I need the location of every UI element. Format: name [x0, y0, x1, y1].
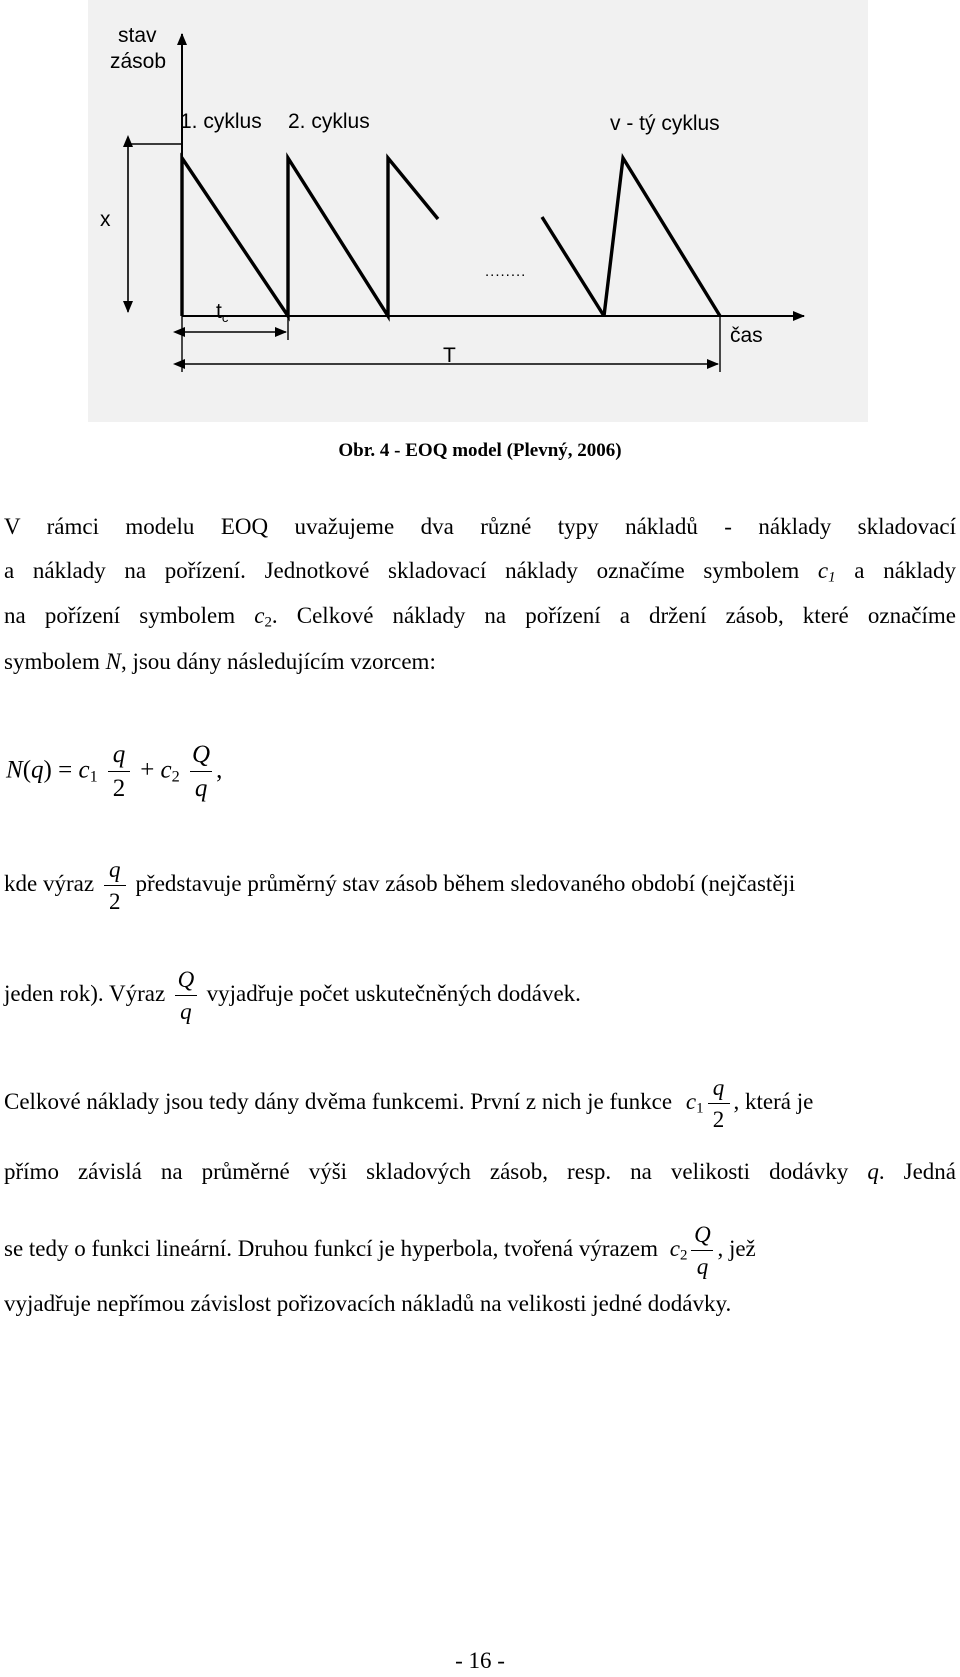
p3-c1-symbol: c: [685, 1088, 697, 1114]
eoq-sawtooth-diagram: [88, 0, 868, 422]
p1-l2-text-a: a náklady na pořízení. Jednotkové skladovací náklady označíme symbolem: [4, 558, 818, 583]
fraction-denominator: 2: [112, 775, 126, 803]
p3-c2-symbol: c: [669, 1235, 680, 1261]
fraction-numerator: q: [712, 1075, 725, 1100]
formula-eq: =: [58, 756, 73, 784]
paragraph3-line1: [4, 1076, 813, 1131]
p1-l4-text-b: , jsou dány následujícím vzorcem:: [120, 649, 436, 674]
paragraph2-line1: [4, 858, 795, 913]
c1-symbol: c: [817, 558, 829, 583]
formula-fraction-q-over-2: [108, 742, 130, 801]
formula-arg: q: [31, 756, 44, 784]
p3-l1-text-a: Celkové náklady jsou tedy dány dvěma funkcemi. První z nich je funkce: [4, 1088, 673, 1114]
paragraph1-line2: [4, 559, 956, 586]
p3-c1-subscript: 1: [696, 1100, 704, 1117]
fraction-numerator: Q: [694, 1222, 711, 1247]
paragraph3-line4: vyjadřuje nepřímou závislost pořizovacích nákladů na velikosti jedné dodávky.: [4, 1291, 732, 1316]
fraction-denominator: q: [696, 1254, 709, 1280]
formula-lhs: N: [6, 756, 23, 784]
y-axis-label-line1: stav: [118, 24, 157, 47]
sawtooth-partial-segment: [542, 217, 604, 316]
fraction-denominator: 2: [712, 1107, 725, 1133]
cost-formula: [6, 742, 222, 801]
inline-fraction-q-over-2: [708, 1076, 730, 1131]
formula-c2-sub: 2: [171, 767, 180, 786]
p1-l2-text-b: a náklady: [835, 558, 957, 583]
period-label: T: [443, 344, 456, 367]
fraction-denominator: 2: [109, 889, 121, 915]
level-label: x: [100, 208, 111, 231]
inline-fraction-Q-over-q: [691, 1223, 713, 1278]
p1-l4-text-a: symbolem: [4, 649, 106, 674]
formula-c1: c: [78, 756, 90, 784]
cycle-v-label: v - tý cyklus: [610, 112, 720, 135]
c2-symbol: c: [254, 603, 265, 628]
p1-l3-text-b: . Celkové náklady na pořízení a držení zásob, které označíme: [271, 603, 956, 628]
p3-l2-text-b: . Jedná: [878, 1159, 956, 1184]
n-symbol: N: [105, 649, 121, 674]
cycle2-label: 2. cyklus: [288, 110, 370, 133]
eoq-figure: [88, 0, 868, 422]
p2-l1-text-b: představuje průměrný stav zásob během sledovaného období (nejčastěji: [135, 870, 796, 896]
c2-subscript: 2: [264, 614, 272, 631]
paragraph2-line2: [4, 968, 581, 1023]
cycle1-label: 1. cyklus: [180, 110, 262, 133]
formula-rparen: ): [43, 756, 52, 784]
p3-l2-text-a: přímo závislá na průměrné výši skladových zásob, resp. na velikosti dodávky: [4, 1159, 868, 1184]
x-axis-label: čas: [730, 324, 763, 347]
p3-l3-text-a: se tedy o funkci lineární. Druhou funkcí je hyperbola, tvořená výrazem: [4, 1235, 658, 1261]
formula-fraction-Q-over-q: [190, 742, 212, 801]
figure-caption: Obr. 4 - EOQ model (Plevný, 2006): [338, 440, 622, 461]
p3-l1-text-b: , která je: [733, 1088, 814, 1114]
formula-c2: c: [160, 756, 172, 784]
ellipsis: ........: [485, 263, 527, 280]
fraction-numerator: Q: [192, 741, 211, 768]
sawtooth-cycles-1-3: [182, 158, 438, 316]
p2-l2-text-b: vyjadřuje počet uskutečněných dodávek.: [206, 980, 581, 1006]
paragraph3-line3: [4, 1223, 756, 1278]
fraction-denominator: q: [194, 775, 208, 803]
fraction-denominator: q: [180, 999, 192, 1025]
p2-l1-text-a: kde výraz: [4, 870, 95, 896]
paragraph1-line4: [4, 650, 436, 673]
paragraph1-line3: [4, 604, 956, 631]
inline-fraction-Q-over-q: [175, 968, 197, 1023]
formula-lparen: (: [22, 756, 32, 784]
fraction-numerator: q: [109, 857, 121, 882]
formula-c1-sub: 1: [89, 767, 98, 786]
y-axis-label-line2: zásob: [110, 50, 167, 73]
formula-plus: +: [140, 756, 155, 784]
fraction-numerator: Q: [177, 967, 195, 992]
c1-subscript: 1: [828, 569, 836, 586]
p3-l3-text-b: , jež: [717, 1235, 756, 1261]
p3-c2-subscript: 2: [679, 1247, 688, 1264]
sawtooth-cycle-v: [604, 158, 720, 316]
page-number: - 16 -: [455, 1648, 505, 1673]
paragraph1-line1: V rámci modelu EOQ uvažujeme dva různé typy nákladů - náklady skladovací: [4, 514, 956, 539]
q-symbol: q: [867, 1159, 879, 1184]
fraction-numerator: q: [112, 741, 126, 768]
p1-l3-text-a: na pořízení symbolem: [4, 603, 255, 628]
formula-comma: ,: [216, 756, 223, 784]
paragraph3-line2: [4, 1160, 956, 1183]
p2-l2-text-a: jeden rok). Výraz: [4, 980, 166, 1006]
tc-label: tc: [216, 300, 229, 325]
inline-fraction-q-over-2: [104, 858, 126, 913]
